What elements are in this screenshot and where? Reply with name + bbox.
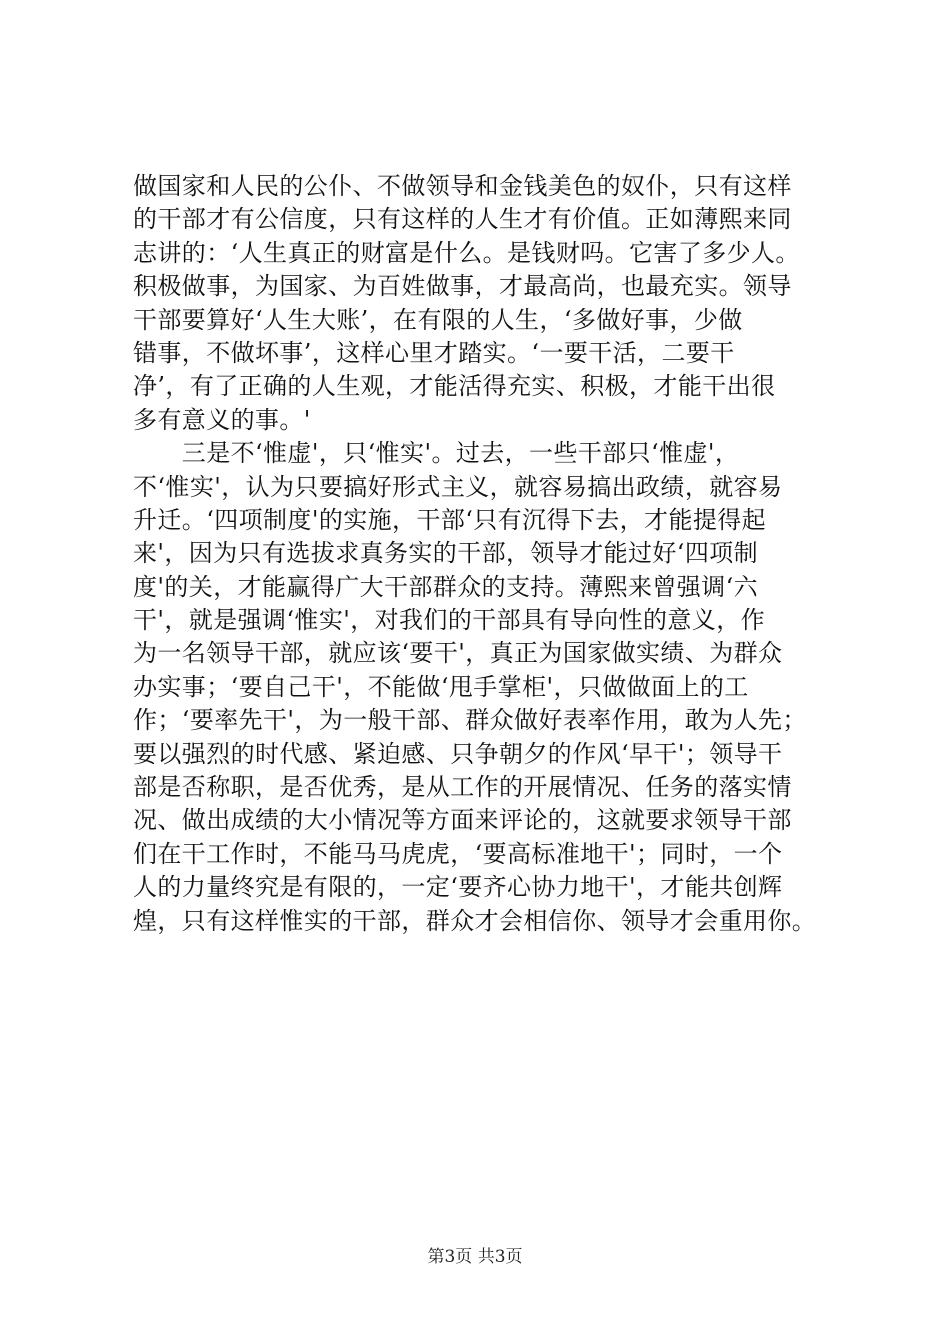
- text-line: 的干部才有公信度，只有这样的人生才有价值。正如薄熙来同: [133, 205, 792, 234]
- text-line: 作；‘要率先干'，为一般干部、群众做好表率作用，敢为人先；: [133, 706, 807, 735]
- text-line: 三是不‘惟虚'，只‘惟实'。过去，一些干部只‘惟虚'，: [133, 439, 740, 468]
- text-line: 升迁。‘四项制度'的实施，干部‘只有沉得下去，才能提得起: [133, 505, 767, 534]
- text-line: 多有意义的事。': [133, 405, 311, 434]
- text-line: 志讲的：‘人生真正的财富是什么。是钱财吗。它害了多少人。: [133, 238, 800, 267]
- text-line: 办实事；‘要自己干'，不能做‘甩手掌柜'，只做做面上的工: [133, 672, 749, 701]
- text-line: 们在干工作时，不能马马虎虎，‘要高标准地干'；同时，一个: [133, 839, 783, 868]
- page-number-footer: 第3页 共3页: [427, 1247, 523, 1267]
- text-line: 干'，就是强调‘惟实'，对我们的干部具有导向性的意义，作: [133, 606, 766, 635]
- text-line: 人的力量终究是有限的，一定‘要齐心协力地干'，才能共创辉: [133, 873, 783, 902]
- text-line: 度'的关，才能赢得广大干部群众的支持。薄熙来曾强调‘六: [133, 572, 759, 601]
- text-line: 不‘惟实'，认为只要搞好形式主义，就容易搞出政绩，就容易: [133, 472, 783, 501]
- body-text: [133, 170, 853, 938]
- text-line: 来'，因为只有选拔求真务实的干部，领导才能过好‘四项制: [133, 539, 759, 568]
- text-line: 要以强烈的时代感、紧迫感、只争朝夕的作风‘早干'；领导干: [133, 739, 783, 768]
- text-line: 做国家和人民的公仆、不做领导和金钱美色的奴仆，只有这样: [133, 172, 792, 200]
- text-line: 况、做出成绩的大小情况等方面来评论的，这就要求领导干部: [133, 806, 792, 835]
- text-line: 净’，有了正确的人生观，才能活得充实、积极，才能干出很: [133, 372, 776, 401]
- text-line: 干部要算好‘人生大账’，在有限的人生，‘多做好事，少做: [133, 305, 743, 334]
- text-line: 煌，只有这样惟实的干部，群众才会相信你、领导才会重用你。: [133, 906, 817, 935]
- text-line: 积极做事，为国家、为百姓做事，才最高尚，也最充实。领导: [133, 272, 792, 301]
- text-line: 为一名领导干部，就应该‘要干'，真正为国家做实绩、为群众: [133, 639, 783, 668]
- text-line: 部是否称职，是否优秀，是从工作的开展情况、任务的落实情: [133, 773, 792, 802]
- text-line: 错事，不做坏事’，这样心里才踏实。‘一要干活，二要干: [133, 338, 735, 367]
